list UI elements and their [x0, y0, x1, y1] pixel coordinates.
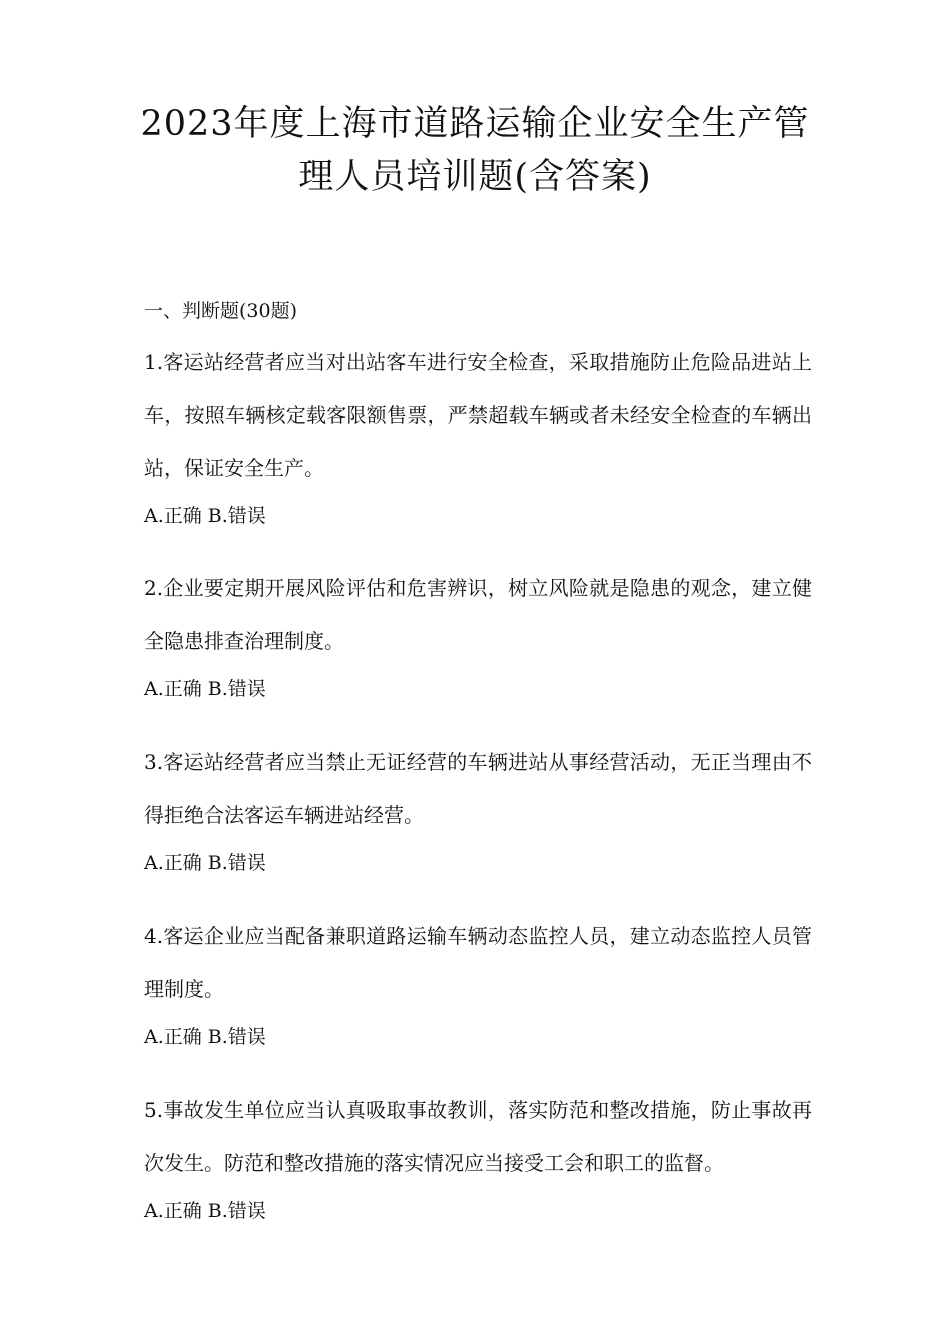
question-text: 2.企业要定期开展风险评估和危害辨识，树立风险就是隐患的观念，建立健全隐患排查治理制度。	[144, 576, 812, 653]
section-heading: 一、判断题(30题)	[144, 300, 298, 322]
question-text: 5.事故发生单位应当认真吸取事故教训，落实防范和整改措施，防止事故再次发生。防范和整改措施的落实情况应当接受工会和职工的监督。	[144, 1098, 812, 1175]
question-options: A.正确 B.错误	[144, 1026, 266, 1048]
question-3	[144, 736, 812, 878]
title-line-1: 2023年度上海市道路运输企业安全生产管	[140, 104, 810, 144]
question-options: A.正确 B.错误	[144, 1200, 266, 1222]
question-text: 3.客运站经营者应当禁止无证经营的车辆进站从事经营活动，无正当理由不得拒绝合法客运车辆进站经营。	[144, 750, 812, 827]
question-text: 4.客运企业应当配备兼职道路运输车辆动态监控人员，建立动态监控人员管理制度。	[144, 924, 812, 1001]
question-4	[144, 910, 812, 1052]
question-2	[144, 562, 812, 704]
question-options: A.正确 B.错误	[144, 505, 266, 527]
question-1	[144, 336, 812, 531]
title-line-2: 理人员培训题(含答案)	[298, 157, 652, 197]
question-options: A.正确 B.错误	[144, 678, 266, 700]
document-title	[100, 98, 850, 204]
question-options: A.正确 B.错误	[144, 852, 266, 874]
question-5	[144, 1084, 812, 1226]
question-text: 1.客运站经营者应当对出站客车进行安全检查，采取措施防止危险品进站上车，按照车辆核定载客限额售票，严禁超载车辆或者未经安全检查的车辆出站，保证安全生产。	[144, 350, 812, 480]
